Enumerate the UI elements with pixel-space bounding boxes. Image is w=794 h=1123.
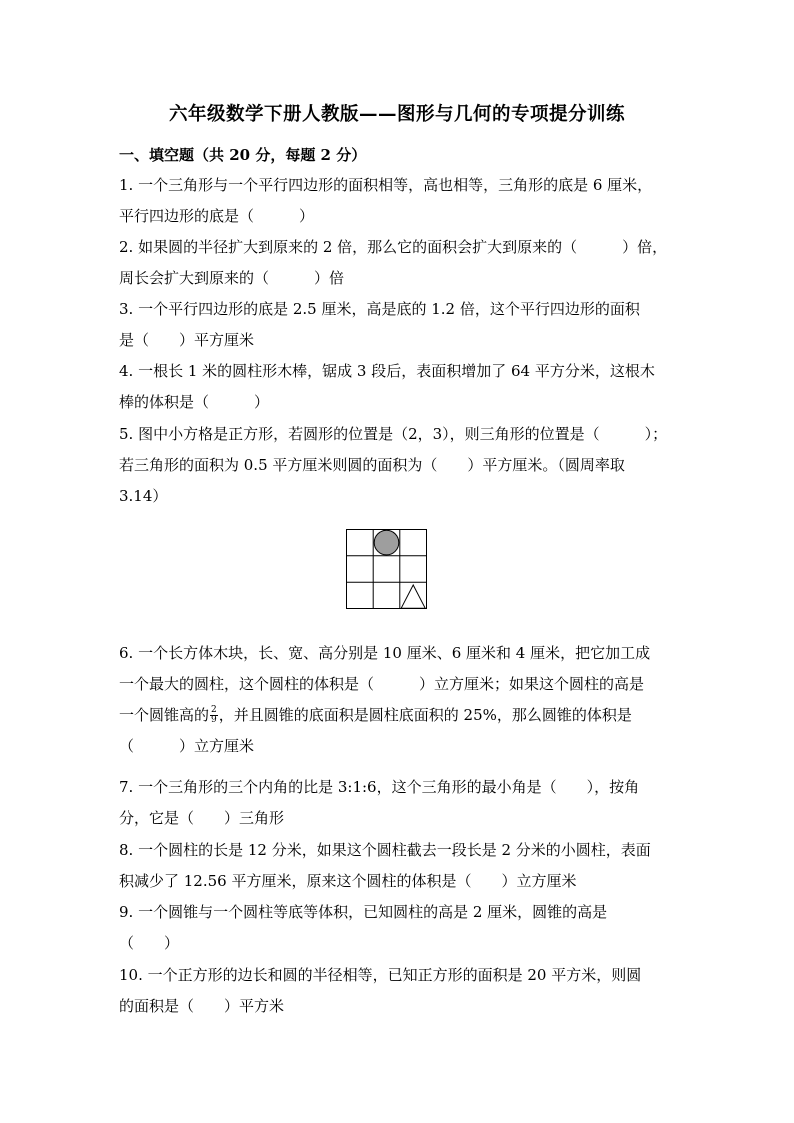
question-6-line-3-start: 一个圆锥高的 [119,706,210,724]
question-7-line-1: 7. 一个三角形的三个内角的比是 3:1:6，这个三角形的最小角是（ ），按角 [119,778,640,796]
question-2-line-1: 2. 如果圆的半径扩大到原来的 2 倍，那么它的面积会扩大到原来的（ ）倍， [119,238,668,256]
question-1-line-2: 平行四边形的底是（ ） [119,207,315,225]
question-4-line-2: 棒的体积是（ ） [119,393,270,411]
question-9-line-2: （ ） [119,934,180,952]
question-6-line-3 [119,700,679,731]
question-9 [119,897,679,959]
triangle-shape [401,585,425,608]
question-9-line-1: 9. 一个圆锥与一个圆柱等底等体积，已知圆柱的高是 2 厘米，圆锥的高是 [119,903,608,921]
fraction-two-ninths [210,706,218,725]
question-1 [119,170,679,232]
question-2 [119,232,679,294]
question-5 [119,419,679,512]
question-7-line-2: 分，它是（ ）三角形 [119,809,285,827]
question-5-line-1: 5. 图中小方格是正方形，若圆形的位置是（2，3），则三角形的位置是（ ）； [119,425,668,443]
circle-shape [374,530,399,555]
grid-figure [346,529,427,609]
question-3-line-1: 3. 一个平行四边形的底是 2.5 厘米，高是底的 1.2 倍，这个平行四边形的面积 [119,300,640,318]
question-8 [119,835,679,897]
question-4 [119,356,679,418]
fraction-denominator: 9 [211,714,217,725]
question-6-line-2: 一个最大的圆柱，这个圆柱的体积是（ ）立方厘米；如果这个圆柱的高是 [119,675,645,693]
question-6-line-4: （ ）立方厘米 [119,737,255,755]
question-4-line-1: 4. 一根长 1 米的圆柱形木棒，锯成 3 段后，表面积增加了 64 平方分米，这根木 [119,362,655,380]
question-3 [119,294,679,356]
question-2-line-2: 周长会扩大到原来的（ ）倍 [119,269,345,287]
question-8-line-2: 积减少了 12.56 平方厘米，原来这个圆柱的体积是（ ）立方厘米 [119,872,577,890]
question-7 [119,772,679,834]
question-10 [119,960,679,1022]
question-5-line-3: 3.14） [119,487,168,505]
question-6-line-3-end: ，并且圆锥的底面积是圆柱底面积的 25%，那么圆锥的体积是 [218,706,632,724]
question-5-line-2: 若三角形的面积为 0.5 平方厘米则圆的面积为（ ）平方厘米。（圆周率取 [119,456,625,474]
section-heading: 一、填空题（共 20 分，每题 2 分） [119,146,367,164]
question-6-line-1: 6. 一个长方体木块，长、宽、高分别是 10 厘米、6 厘米和 4 厘米，把它加工成 [119,644,651,662]
question-8-line-1: 8. 一个圆柱的长是 12 分米，如果这个圆柱截去一段长是 2 分米的小圆柱，表面 [119,841,651,859]
question-3-line-2: 是（ ）平方厘米 [119,331,255,349]
question-10-line-2: 的面积是（ ）平方米 [119,997,285,1015]
worksheet-title: 六年级数学下册人教版——图形与几何的专项提分训练 [168,104,625,125]
question-1-line-1: 1. 一个三角形与一个平行四边形的面积相等，高也相等，三角形的底是 6 厘米， [119,176,653,194]
fraction-numerator: 2 [211,704,217,715]
question-10-line-1: 10. 一个正方形的边长和圆的半径相等，已知正方形的面积是 20 平方米，则圆 [119,966,642,984]
question-6 [119,638,679,762]
